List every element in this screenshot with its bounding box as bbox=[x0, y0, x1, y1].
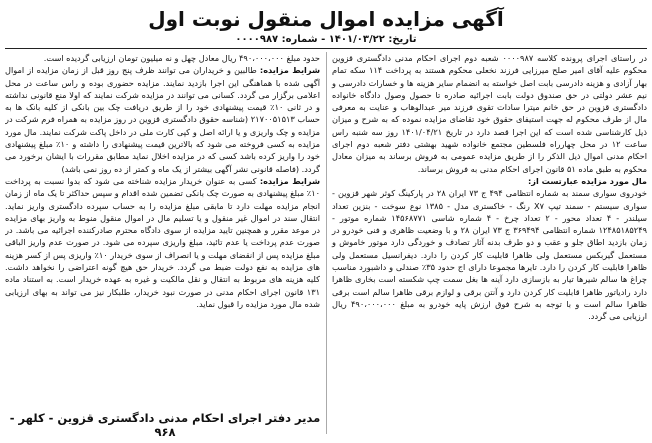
valuation-paragraph: حدود مبلغ ۴۹۰،۰۰۰،۰۰۰ ریال معادل چهل و نه میلیون تومان ارزیابی گردیده است. bbox=[43, 53, 320, 63]
right-column bbox=[326, 52, 647, 434]
auction-terms-heading: شرایط مزایده: bbox=[259, 65, 320, 76]
date-and-number: تاریخ: ۱۴۰۱/۰۳/۲۲ - شماره: ۰۰۰۰۹۸۷ bbox=[235, 34, 417, 45]
auction-terms-heading-2: شرایط مزایده: bbox=[259, 175, 320, 186]
notice-title: آگهی مزایده اموال منقول نوبت اول bbox=[148, 7, 504, 31]
intro-paragraph: در راستای اجرای پرونده کلاسه ۰۰۰۰۹۸۷ شعبه دوم اجرای احکام مدنی دادگستری قزوین محکوم علیه آقای امیر صلح میرزایی فرزند نخعلی محکوم هستند به پرداخت ۱۱۴ سکه تمام بهار آزادی و هزینه دادرسی بابت اصل خواسته به انضمام سایر هزینه ها و خسارات دادرسی و نیم عشر دولتی در حق صندوق دولت بابت اجرائیه صادره تا حصول وصول دادگاه خانواده دادگستری قزوین در حق خانم میترا سادات تقوی فرزند میر عبدالوهاب و عنایت به معرفی مال از طرف محکوم له جهت استیفای حقوق خود تقاضای مزایده نموده که به شرح و میزان ذیل کارشناسی شده است که این اجرا قصد دارد در تاریخ ۱۴۰۱/۰۴/۲۱ روز سه شنبه راس ساعت ۱۲ در محل چهارراه فلسطین مجتمع خانواده شهید بهشتی دفتر شعبه دوم اجرای احکام مدنی اموال ذیل الذکر را از طریق مزایده عمومی به فروش برساند به میزان معادل محکوم به طبق ماده ۵۱ قانون اجرای احکام مدنی به فروش برساند. bbox=[332, 53, 647, 174]
auction-terms-text: طالبین و خریداران می توانند ظرف پنج روز قبل از زمان مزایده از اموال آگهی شده با هماهنگی این اجرا بازدید نمایند. مزایده حضوری بوده و راس ساعت در محل اعلامی برگزار می گردد. کسانی می توانند در مزایده شرکت نمایند که اولا منع قانونی نداشته و در ثانی ۱۰٪ قیمت پیشنهادی خود را از طریق دریافت چک بین بانکی از کلیه بانک ها به حساب ۲۱۷۰۰۵۱۵۱۳ (شناسه حقوق دادگستری قزوین در روز مزایده به همراه فرم شرکت در مزایده و چک واریزی و یا ارائه اصل و کپی کارت ملی در داخل پاکت شرکت نمایند. مال مورد مزایده به کسی فروخته می شود که بالاترین قیمت پیشنهادی را داشته و ۱۰٪ مبلغ پیشنهادی خود را واریز کرده باشد کسی که در مزایده اخلال نماید مطابق مقررات با ایشان برخورد می گردد. (فاصله قانونی نشر آگهی بیشتر از یک ماه و کمتر از ده روز نمی باشد) bbox=[5, 65, 320, 174]
item-description: خودروی سواری سمند به شماره انتظامی ۴۹۴ ج ۷۳ ایران ۲۸ در پارکینگ کوثر شهر قزوین - سواری سیستم - سمند تیپ X۷ رنگ - خاکستری مدل - ۱۳۸۵ نوع سوخت - بنزین تعداد سیلندر - ۴ تعداد محور - ۲ تعداد چرخ - ۴ شماره شاسی ۱۴۵۶۸۷۷۱ شماره موتور - ۱۲۴۸۵۱۸۵۲۴۹ شماره انتظامی ۳۶۹۴۹۴ ج ۷۳ ایران ۲۸ و با وضعیت ظاهری و فنی خودرو در زمان بازدید اطاق جلو و عقب و دو طرف بدنه آثار تصادف و خوردگی دارد موتور خاموش و مستعمل گیربکس مستعمل ولی ظاهرا قابلیت کار کردن را دارد. دیفرانسیل مستعمل ولی ظاهرا قابلیت کار کردن را دارد. تایرها مجموعا دارای اج حدود ۳۵٪ صندلی و داشبورد مناسب چراغ ها سالم شیرها تیار به بازسازی دارد آینه ها بغل سمت چپ شکسته است بخاری ظاهرا دارد رادیاتور ظاهرا قابلیت کار کردن دارد و آنتن برقی و لوازم برقی ظاهرا سالم است برقی ظاهرا سالم است و با توجه به شرح فوق ارزش پایه خودرو به مبلغ ۴۹۰،۰۰۰،۰۰۰ ریال ارزیابی می گردد. bbox=[332, 188, 647, 322]
signature-line: مدیر دفتر اجرای احکام مدنی دادگستری قزوین - کلهر - ۹۶۸ bbox=[9, 411, 321, 439]
title-divider bbox=[5, 48, 647, 49]
left-column bbox=[5, 52, 320, 434]
notice-body bbox=[5, 52, 647, 434]
item-heading: مال مورد مزایده عبارتست از: bbox=[528, 175, 647, 186]
auction-terms-text-2: کسی به عنوان خریدار مزایده شناخته می شود که بدوا نسبت به پرداخت ۱۰٪ مبلغ پیشنهادی به صورت چک بانکی تضمین شده اقدام و سپس حداکثر تا یک ماه از زمان انجام مزایده مهلت دارد تا مابقی مبلغ مزایده را به حساب سپرده دادگستری واریز نماید. انتقال سند در اموال غیر منقول و یا تسلیم مال در اموال منقول منوط به واریز بهای مزایده در موعد مقرر و همچنین تایید مزایده از سوی دادگاه محترم صادرکننده اجرائیه می باشد. در صورت عدم پرداخت یا عدم تائید، مبلغ واریزی سپرده می شود. در صورت عدم واریز الباقی مبلغ مزایده پس از انقضای مهلت و یا انصراف از سوی خریدار ۱۰٪ واریزی پس از کسر هزینه های مزایده به نفع دولت ضبط می گردد. خریدار حق هیچ گونه اعتراضی را نخواهد داشت. کلیه هزینه های مربوط به انتقال و نقل مالکیت و غیره به عهده خریدار است. به استناد ماده ۱۳۱ قانون اجرای احکام مدنی در صورت نبود خریدار، طلبکار نیز می تواند به بهای ارزیابی شده مال مورد مزایده را قبول نماید. bbox=[5, 175, 320, 309]
